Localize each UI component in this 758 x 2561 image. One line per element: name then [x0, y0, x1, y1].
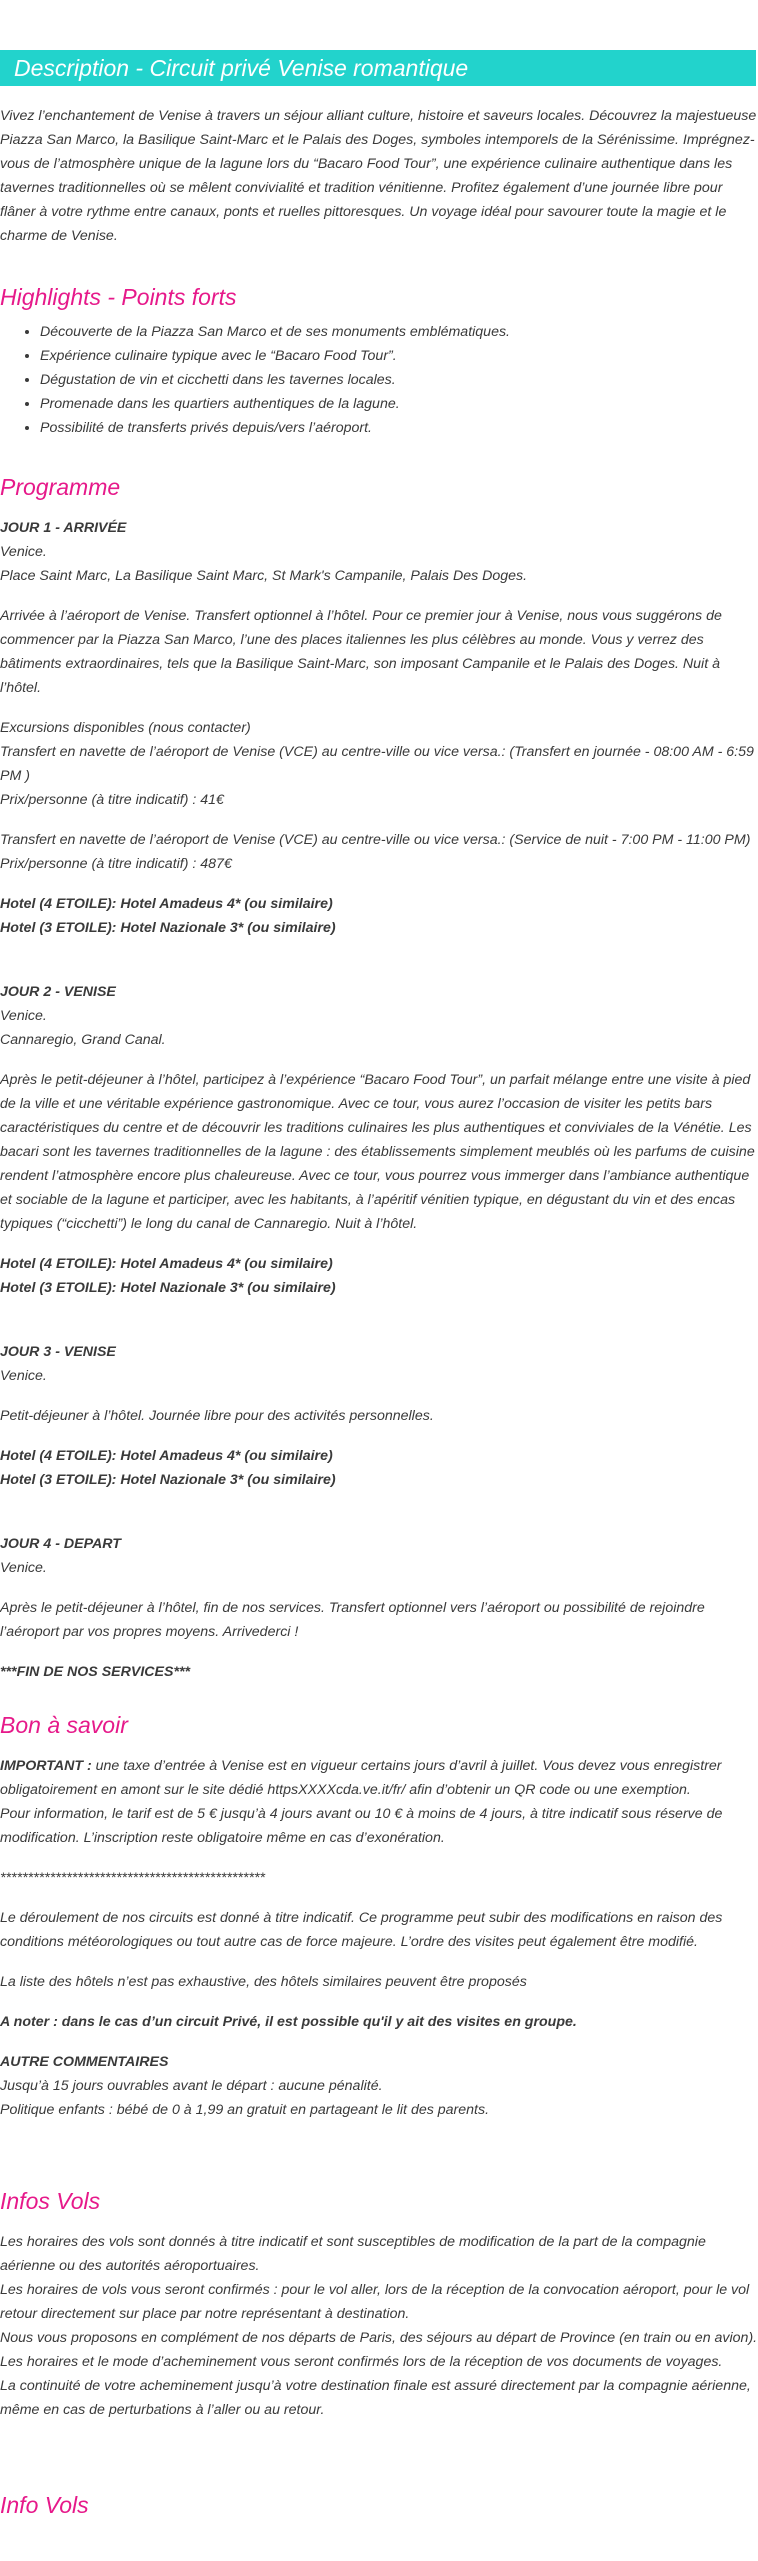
noter-note: A noter : dans le cas d’un circuit Privé, il est possible qu'il y ait des visites en groupe. [0, 2014, 577, 2030]
day1-hotels [0, 892, 758, 940]
day1-city: Venice. [0, 544, 47, 560]
day3 [0, 1340, 758, 1388]
hotel-4-star: Hotel (4 ETOILE): Hotel Amadeus 4* (ou similaire) [0, 1448, 333, 1464]
deroulement-note: Le déroulement de nos circuits est donné à titre indicatif. Ce programme peut subir des modifications en raison des conditions météorologiques ou tout autre cas de force majeure. L’ordre des visites peut également être modifié. [0, 1910, 723, 1950]
excursion-2-price: Prix/personne (à titre indicatif) : 487€ [0, 856, 232, 872]
highlights-list [0, 320, 758, 440]
description-text: Vivez l’enchantement de Venise à travers un séjour alliant culture, histoire et saveurs locales. Découvrez la majestueuse Piazza San Marco, la Basilique Saint-Marc et le Palais des Doges, symboles intemporels de la Sérénissime. Imprégnez-vous de l’atmosphère unique de la lagune lors du “Bacaro Food Tour”, une expérience culinaire authentique dans les tavernes traditionnelles où se mêlent convivialité et tradition vénitienne. Profitez également d’une journée libre pour flâner à votre rythme entre canaux, ponts et ruelles pittoresques. Un voyage idéal pour savourer toute la magie et le charme de Venise. [0, 108, 757, 244]
end-of-services: ***FIN DE NOS SERVICES*** [0, 1664, 191, 1680]
day1 [0, 516, 758, 588]
day1-excursion-2 [0, 828, 758, 876]
enfants-note: Politique enfants : bébé de 0 à 1,99 an gratuit en partageant le lit des parents. [0, 2102, 490, 2118]
day2-heading: JOUR 2 - VENISE [0, 984, 116, 1000]
highlights-title: Highlights - Points forts [0, 284, 237, 310]
separator-stars: ************************************************ [0, 1870, 266, 1886]
day4-city: Venice. [0, 1560, 47, 1576]
description-title: Description - Circuit privé Venise romantique [0, 50, 756, 86]
list-item: • Dégustation de vin et cicchetti dans les tavernes locales. [40, 368, 758, 392]
day3-text: Petit-déjeuner à l’hôtel. Journée libre pour des activités personnelles. [0, 1408, 434, 1424]
excursions-title: Excursions disponibles (nous contacter) [0, 720, 251, 736]
day3-city: Venice. [0, 1368, 47, 1384]
important-note [0, 1754, 758, 1802]
excursion-1: Transfert en navette de l’aéroport de Venise (VCE) au centre-ville ou vice versa.: (Transfert en journée - 08:00 AM - 6:59 PM ) [0, 744, 754, 784]
vols-line: Nous vous proposons en complément de nos départs de Paris, des séjours au départ de Province (en train ou en avion). [0, 2330, 758, 2346]
excursion-2: Transfert en navette de l’aéroport de Venise (VCE) au centre-ville ou vice versa.: (Service de nuit - 7:00 PM - 11:00 PM) [0, 832, 751, 848]
day2 [0, 980, 758, 1052]
hotel-3-star: Hotel (3 ETOILE): Hotel Nazionale 3* (ou similaire) [0, 1280, 336, 1296]
day2-text: Après le petit-déjeuner à l’hôtel, participez à l’expérience “Bacaro Food Tour”, un parfait mélange entre une visite à pied de la ville et une véritable expérience gastronomique. Avec ce tour, vous aurez l’occasion de visiter les petits bars caractéristiques du centre et de découvrir les traditions culinaires les plus authentiques et conviviales de la Vénétie. Les bacari sont les tavernes traditionnelles de la lagune : des établissements simplement meublés où les parfums de cuisine rendent l’atmosphère encore plus chaleureuse. Avec ce tour, vous pourrez vous immerger dans l’ambiance authentique et sociable de la lagune et participer, avec les habitants, à l’apéritif vénitien typique, en dégustant du vin et des encas typiques (“cicchetti”) le long du canal de Cannaregio. Nuit à l’hôtel. [0, 1072, 755, 1232]
info-vols-title: Info Vols [0, 2492, 89, 2518]
list-item: • Expérience culinaire typique avec le “Bacaro Food Tour”. [40, 344, 758, 368]
excursion-1-price: Prix/personne (à titre indicatif) : 41€ [0, 792, 224, 808]
day4 [0, 1532, 758, 1580]
penalite-note: Jusqu’à 15 jours ouvrables avant le départ : aucune pénalité. [0, 2078, 383, 2094]
infos-vols-text [0, 2230, 758, 2422]
important-text: une taxe d’entrée à Venise est en vigueur certains jours d’avril à juillet. Vous devez vous enregistrer obligatoirement en amont sur le site dédié httpsXXXXcda.ve.it/fr/ afin d’obtenir un QR code ou une exemption. [0, 1758, 722, 1798]
list-item: • Découverte de la Piazza San Marco et de ses monuments emblématiques. [40, 320, 758, 344]
hotel-3-star: Hotel (3 ETOILE): Hotel Nazionale 3* (ou similaire) [0, 920, 336, 936]
day2-city: Venice. [0, 1008, 47, 1024]
hotel-4-star: Hotel (4 ETOILE): Hotel Amadeus 4* (ou similaire) [0, 1256, 333, 1272]
programme-title: Programme [0, 474, 121, 500]
day1-text: Arrivée à l’aéroport de Venise. Transfert optionnel à l’hôtel. Pour ce premier jour à Venise, nous vous suggérons de commencer par la Piazza San Marco, l’une des places italiennes les plus célèbres au monde. Vous y verrez des bâtiments extraordinaires, tels que la Basilique Saint-Marc, son imposant Campanile et le Palais des Doges. Nuit à l’hôtel. [0, 608, 722, 696]
day4-heading: JOUR 4 - DEPART [0, 1536, 121, 1552]
autre-title: AUTRE COMMENTAIRES [0, 2054, 169, 2070]
infos-vols-title: Infos Vols [0, 2188, 101, 2214]
vols-line: Les horaires des vols sont donnés à titre indicatif et sont susceptibles de modification de la part de la compagnie aérienne ou des autorités aéroportuaires. [0, 2234, 706, 2274]
day1-excursions [0, 716, 758, 812]
hotels-note: La liste des hôtels n’est pas exhaustive, des hôtels similaires peuvent être proposés [0, 1974, 527, 1990]
bon-a-savoir-title: Bon à savoir [0, 1712, 128, 1738]
day4-text: Après le petit-déjeuner à l’hôtel, fin de nos services. Transfert optionnel vers l’aéroport ou possibilité de rejoindre l’aéroport par vos propres moyens. Arrivederci ! [0, 1600, 705, 1640]
page [0, 50, 758, 2520]
vols-line: La continuité de votre acheminement jusqu’à votre destination finale est assuré directement par la compagnie aérienne, même en cas de perturbations à l’aller ou au retour. [0, 2378, 751, 2418]
important-label: IMPORTANT : [0, 1758, 92, 1774]
tarif-note: Pour information, le tarif est de 5 € jusqu’à 4 jours avant ou 10 € à moins de 4 jours, à titre indicatif sous réserve de modification. L’inscription reste obligatoire même en cas d’exonération. [0, 1806, 723, 1846]
hotel-4-star: Hotel (4 ETOILE): Hotel Amadeus 4* (ou similaire) [0, 896, 333, 912]
autre-commentaires [0, 2050, 758, 2122]
day1-heading: JOUR 1 - ARRIVÉE [0, 520, 127, 536]
list-item: • Possibilité de transferts privés depuis/vers l’aéroport. [40, 416, 758, 440]
vols-line: Les horaires de vols vous seront confirmés : pour le vol aller, lors de la réception de la convocation aéroport, pour le vol retour directement sur place par notre représentant à destination. [0, 2282, 750, 2322]
day3-hotels [0, 1444, 758, 1492]
day2-places: Cannaregio, Grand Canal. [0, 1032, 166, 1048]
hotel-3-star: Hotel (3 ETOILE): Hotel Nazionale 3* (ou similaire) [0, 1472, 336, 1488]
day1-places: Place Saint Marc, La Basilique Saint Marc, St Mark's Campanile, Palais Des Doges. [0, 568, 528, 584]
list-item: • Promenade dans les quartiers authentiques de la lagune. [40, 392, 758, 416]
vols-line: Les horaires et le mode d’acheminement vous seront confirmés lors de la réception de vos documents de voyages. [0, 2354, 723, 2370]
day3-heading: JOUR 3 - VENISE [0, 1344, 116, 1360]
day2-hotels [0, 1252, 758, 1300]
